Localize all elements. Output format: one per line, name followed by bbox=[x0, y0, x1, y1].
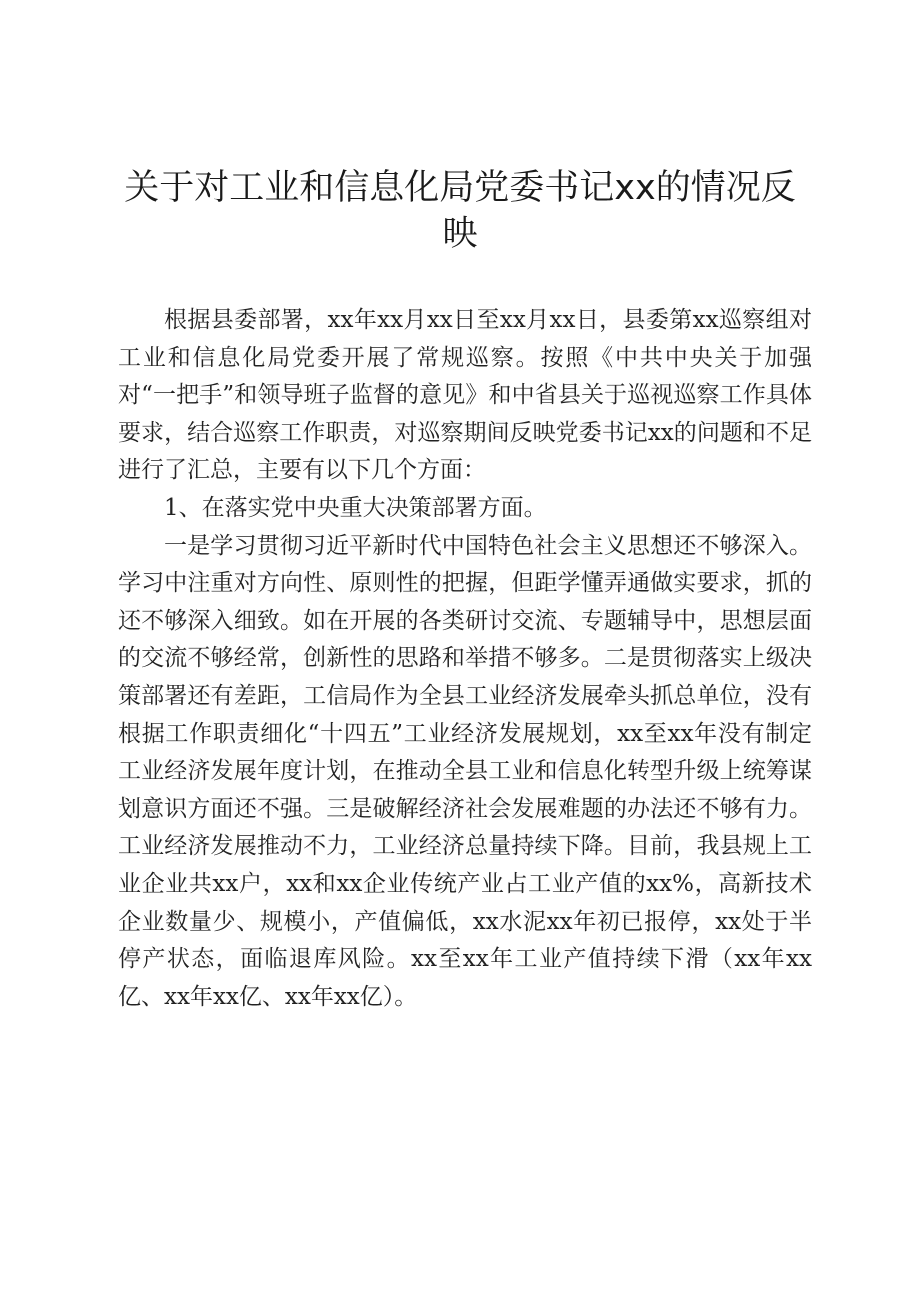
paragraph-content: 一是学习贯彻习近平新时代中国特色社会主义思想还不够深入。学习中注重对方向性、原则性的把握，但距学懂弄通做实要求，抓的还不够深入细致。如在开展的各类研讨交流、专题辅导中，思想层面的交流不够经常，创新性的思路和举措不够多。二是贯彻落实上级决策部署还有差距，工信局作为全县工业经济发展牵头抓总单位，没有根据工作职责细化“十四五”工业经济发展规划，xx至xx年没有制定工业经济发展年度计划，在推动全县工业和信息化转型升级上统筹谋划意识方面还不强。三是破解经济社会发展难题的办法还不够有力。工业经济发展推动不力，工业经济总量持续下降。目前，我县规上工业企业共xx户，xx和xx企业传统产业占工业产值的xx%，高新技术企业数量少、规模小，产值偏低，xx水泥xx年初已报停，xx处于半停产状态，面临退库风险。xx至xx年工业产值持续下滑（xx年xx亿、xx年xx亿、xx年xx亿）。 bbox=[118, 532, 812, 1010]
paragraph-section-heading: 1、在落实党中央重大决策部署方面。 bbox=[164, 494, 547, 521]
paragraph-intro: 根据县委部署，xx年xx月xx日至xx月xx日，县委第xx巡察组对工业和信息化局党委开展了常规巡察。按照《中共中央关于加强对“一把手”和领导班子监督的意见》和中省县关于巡视巡察工作具体要求，结合巡察工作职责，对巡察期间反映党委书记xx的问题和不足进行了汇总，主要有以下几个方面： bbox=[118, 307, 812, 484]
document-title: 关于对工业和信息化局党委书记xx的情况反映 bbox=[124, 168, 796, 254]
document-body bbox=[118, 302, 812, 1016]
